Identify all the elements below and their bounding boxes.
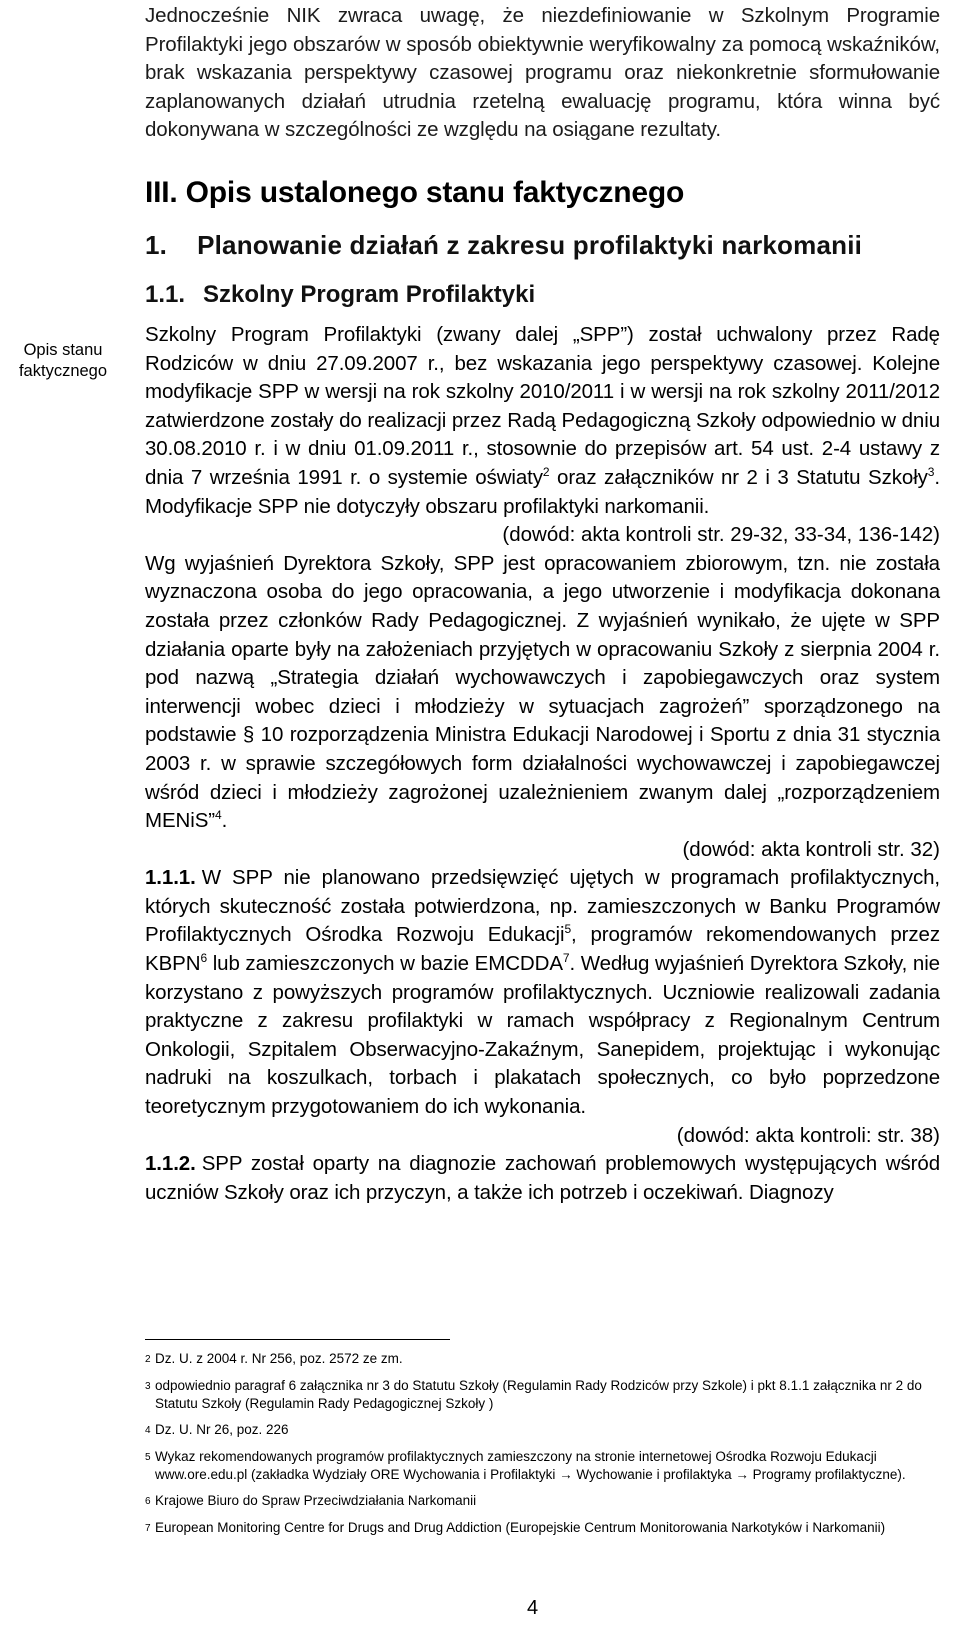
paragraph-text: . Modyfikacje SPP nie dotyczyły obszaru profilaktyki narkomanii. [145,465,940,518]
paragraph-text: . Według wyjaśnień Dyrektora Szkoły, nie korzystano z powyższych programów profilaktycznych. Uczniowie realizowali zadania praktyczne z zakresu profilaktyki w ramach współpracy z Regionalnym Centrum Onkologii, Szpitalem Obserwacyjno-Zakaźnym, Sanepidem, projektując i wykonując nadruki na koszulkach, torbach i plakatach społecznych, co było poprzedzone teoretycznym przygotowaniem do ich wykonania. [145,952,940,1119]
intro-paragraph: Jednocześnie NIK zwraca uwagę, że niezdefiniowanie w Szkolnym Programie Profilaktyki jego obszarów w sposób obiektywnie weryfikowalny za pomocą wskaźników, brak wskazania perspektywy czasowej programu oraz niekonkretnie sformułowanie zaplanowanych działań utrudnia rzetelną ewaluację programu, która winna być dokonywana w szczególności ze względu na osiągane rezultaty. [145,4,940,142]
subsubsection-number: 1.1. [145,281,186,308]
evidence-note: (dowód: akta kontroli str. 32) [682,837,940,861]
footnote-text: Dz. U. Nr 26, poz. 226 [155,1422,289,1437]
paragraph-text: lub zamieszczonych w bazie EMCDDA [207,952,563,976]
section-heading: III. Opis ustalonego stanu faktycznego [145,176,685,209]
point-number: 1.1.2. [145,1152,196,1176]
paragraph-text: , programów rekomendowanych przez KBPN [145,923,940,976]
footnote-number: 3 [145,1381,151,1392]
footnote [145,1421,935,1440]
paragraph-text: SPP został oparty na diagnozie zachowań problemowych występujących wśród uczniów Szkoły oraz ich przyczyn, a także ich potrzeb i oczekiwań. Diagnozy [145,1152,940,1204]
footnote-ref: 2 [542,465,550,480]
subsection-heading [145,230,862,261]
evidence-note: (dowód: akta kontroli str. 29-32, 33-34, 136-142) [502,523,940,547]
footnote-ref: 6 [200,951,208,966]
footnote-separator [145,1339,450,1340]
paragraph-text: . [221,809,228,833]
paragraph-text: Szkolny Program Profilaktyki (zwany dalej „SPP”) został uchwalony przez Radę Rodziców w dniu 27.09.2007 r., bez wskazania jego perspektywy czasowej. Kolejne modyfikacje SPP w wersji na rok szkolny 2010/2011 i w wersji na rok szkolny 2011/2012 zatwierdzone zostały do realizacji przez Radą Pedagogiczną Szkoły odpowiednio w dniu 30.08.2010 r. i w dniu 01.09.2011 r., stosownie do przepisów art. 54 ust. 2-4 ustawy z dnia 7 września 1991 r. o systemie oświaty [145,323,940,489]
point-number: 1.1.1. [145,866,196,890]
point-1-1-1 [145,864,940,1121]
paragraph-director-explanation [145,550,940,836]
footnote-number: 6 [145,1496,151,1507]
footnotes [145,1350,935,1546]
footnote-number: 2 [145,1354,151,1365]
paragraph-text: oraz załączników nr 2 i 3 Statutu Szkoły [549,465,928,489]
footnote-text: Dz. U. z 2004 r. Nr 256, poz. 2572 ze zm. [155,1351,403,1366]
paragraph-spp-adoption [145,321,940,521]
footnote [145,1377,935,1413]
paragraph-text: W SPP nie planowano przedsięwzięć ujętych w programach profilaktycznych, których skuteczność została potwierdzona, np. zamieszczonych w Banku Programów Profilaktycznych Ośrodka Rozwoju Edukacji [145,866,940,947]
subsubsection-title: Szkolny Program Profilaktyki [203,281,536,308]
footnote-number: 5 [145,1452,151,1463]
evidence-note: (dowód: akta kontroli: str. 38) [676,1123,940,1147]
footnote-ref: 5 [564,922,572,937]
footnote [145,1448,935,1484]
footnote-number: 7 [145,1523,151,1534]
intro-paragraph-block [145,2,940,145]
subsection-title: Planowanie działań z zakresu profilaktyki narkomanii [197,230,863,260]
footnote-text: European Monitoring Centre for Drugs and Drug Addiction (Europejskie Centrum Monitorowania Narkotyków i Narkomanii) [155,1520,886,1535]
main-body [145,321,940,1207]
footnote-text: Krajowe Biuro do Spraw Przeciwdziałania Narkomanii [155,1493,477,1508]
footnote-number: 4 [145,1425,151,1436]
footnote [145,1492,935,1511]
footnote-text: Wykaz rekomendowanych programów profilaktycznych zamieszczony na stronie internetowej Ośrodka Rozwoju Edukacji www.ore.edu.pl (zakładka Wydziały ORE Wychowania i Profilaktyki → Wychowanie i profilaktyka → Programy profilaktyczne). [155,1449,906,1482]
footnote-text: odpowiednio paragraf 6 załącznika nr 3 do Statutu Szkoły (Regulamin Rady Rodziców przy Szkole) i pkt 8.1.1 załącznika nr 2 do Statutu Szkoły (Regulamin Rady Pedagogicznej Szkoły ) [155,1378,922,1411]
subsection-number: 1. [145,230,168,260]
subsubsection-heading [145,281,535,309]
footnote-ref: 3 [927,465,935,480]
footnote [145,1350,935,1369]
footnote-ref: 7 [562,951,570,966]
footnote-ref: 4 [215,808,222,823]
paragraph-text: Wg wyjaśnień Dyrektora Szkoły, SPP jest opracowaniem zbiorowym, tzn. nie została wyznaczona osoba do jego opracowania, a jego utworzenie i modyfikacja dokonana została przez członków Rady Pedagogicznej. Z wyjaśnień wynikało, że ujęte w SPP działania oparte były na założeniach przyjętych w opracowaniu Szkoły z sierpnia 2004 r. pod nazwą „Strategia działań wychowawczych i zapobiegawczych oraz system interwencji wobec dzieci i młodzieży w sytuacjach zagrożeń” sporządzonego na podstawie § 10 rozporządzenia Ministra Edukacji Narodowej i Sportu z dnia 31 stycznia 2003 r. w sprawie szczegółowych form działalności wychowawczej i zapobiegawczej wśród dzieci i młodzieży zagrożonej uzależnieniem zwanym dalej „rozporządzeniem MENiS” [145,551,940,833]
point-1-1-2 [145,1150,940,1207]
footnote [145,1519,935,1538]
page-number: 4 [527,1597,539,1619]
margin-note: Opis stanu faktycznego [18,341,108,380]
